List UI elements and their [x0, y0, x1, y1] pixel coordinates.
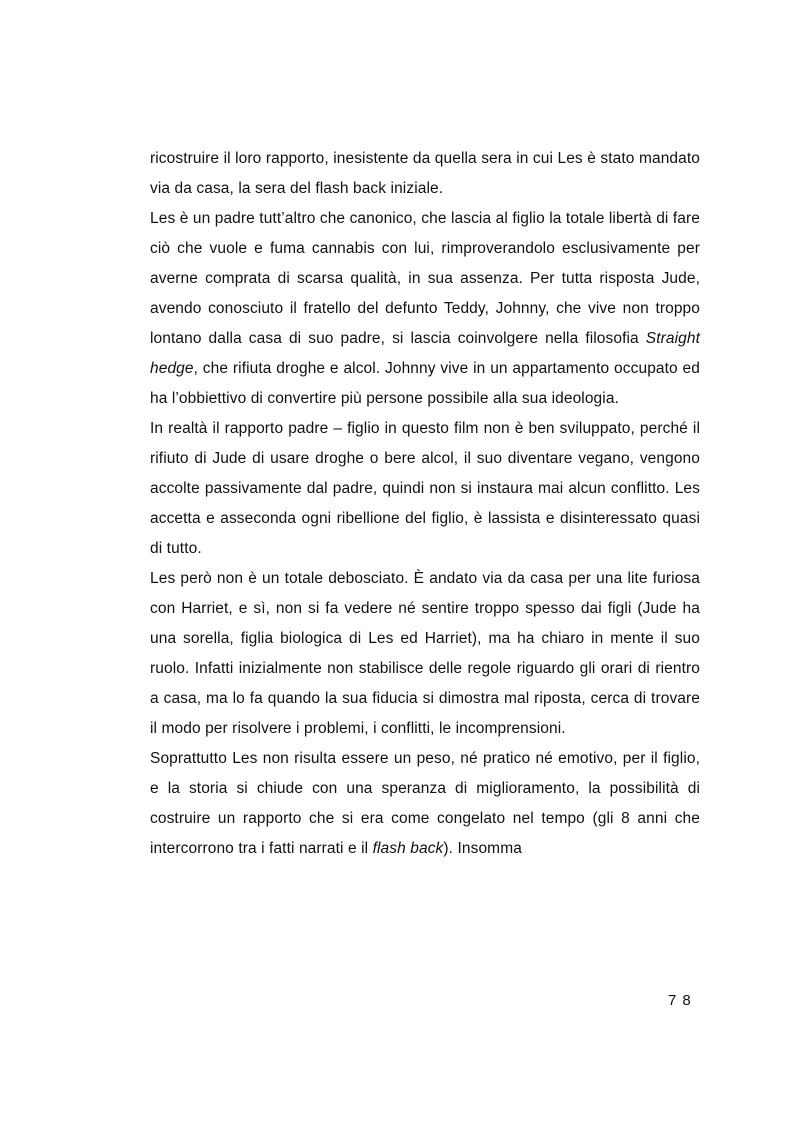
- paragraph-text: Les è un padre tutt’altro che canonico, che lascia al figlio la totale libertà di fare ciò che vuole e fuma cannabis con lui, rimproverandolo esclusivamente per averne comprata di scarsa qualità, in sua assenza. Per tutta risposta Jude, avendo conosciuto il fratello del defunto Teddy, Johnny, che vive non troppo lontano dalla casa di suo padre, si lascia coinvolgere nella filosofia: [150, 210, 700, 347]
- paragraph: [150, 144, 700, 204]
- paragraph-text: In realtà il rapporto padre – figlio in questo film non è ben sviluppato, perché il rifiuto di Jude di usare droghe o bere alcol, il suo diventare vegano, vengono accolte passivamente dal padre, quindi non si instaura mai alcun conflitto. Les accetta e asseconda ogni ribellione del figlio, è lassista e disinteressato quasi di tutto.: [150, 420, 700, 557]
- page-number: 78: [668, 992, 697, 1009]
- paragraph-text: ricostruire il loro rapporto, inesistente da quella sera in cui Les è stato mandato via da casa, la sera del flash back iniziale.: [150, 150, 700, 197]
- italic-term: Straight hedge: [150, 330, 700, 377]
- paragraph-text: Les però non è un totale debosciato. È andato via da casa per una lite furiosa con Harriet, e sì, non si fa vedere né sentire troppo spesso dai figli (Jude ha una sorella, figlia biologica di Les ed Harriet), ma ha chiaro in mente il suo ruolo. Infatti inizialmente non stabilisce delle regole riguardo gli orari di rientro a casa, ma lo fa quando la sua fiducia si dimostra mal riposta, cerca di trovare il modo per risolvere i problemi, i conflitti, le incomprensioni.: [150, 570, 700, 737]
- paragraph-text: , che rifiuta droghe e alcol. Johnny vive in un appartamento occupato ed ha l’obbiettivo di convertire più persone possibile alla sua ideologia.: [150, 360, 700, 407]
- paragraph-text: ). Insomma: [443, 840, 522, 857]
- paragraph: [150, 744, 700, 864]
- paragraph: [150, 564, 700, 744]
- paragraph: [150, 414, 700, 564]
- italic-term: flash back: [372, 840, 444, 857]
- paragraph-text: Soprattutto Les non risulta essere un peso, né pratico né emotivo, per il figlio, e la storia si chiude con una speranza di miglioramento, la possibilità di costruire un rapporto che si era come congelato nel tempo (gli 8 anni che intercorrono tra i fatti narrati e il: [150, 750, 700, 857]
- page-body: [150, 144, 700, 864]
- paragraph: [150, 204, 700, 414]
